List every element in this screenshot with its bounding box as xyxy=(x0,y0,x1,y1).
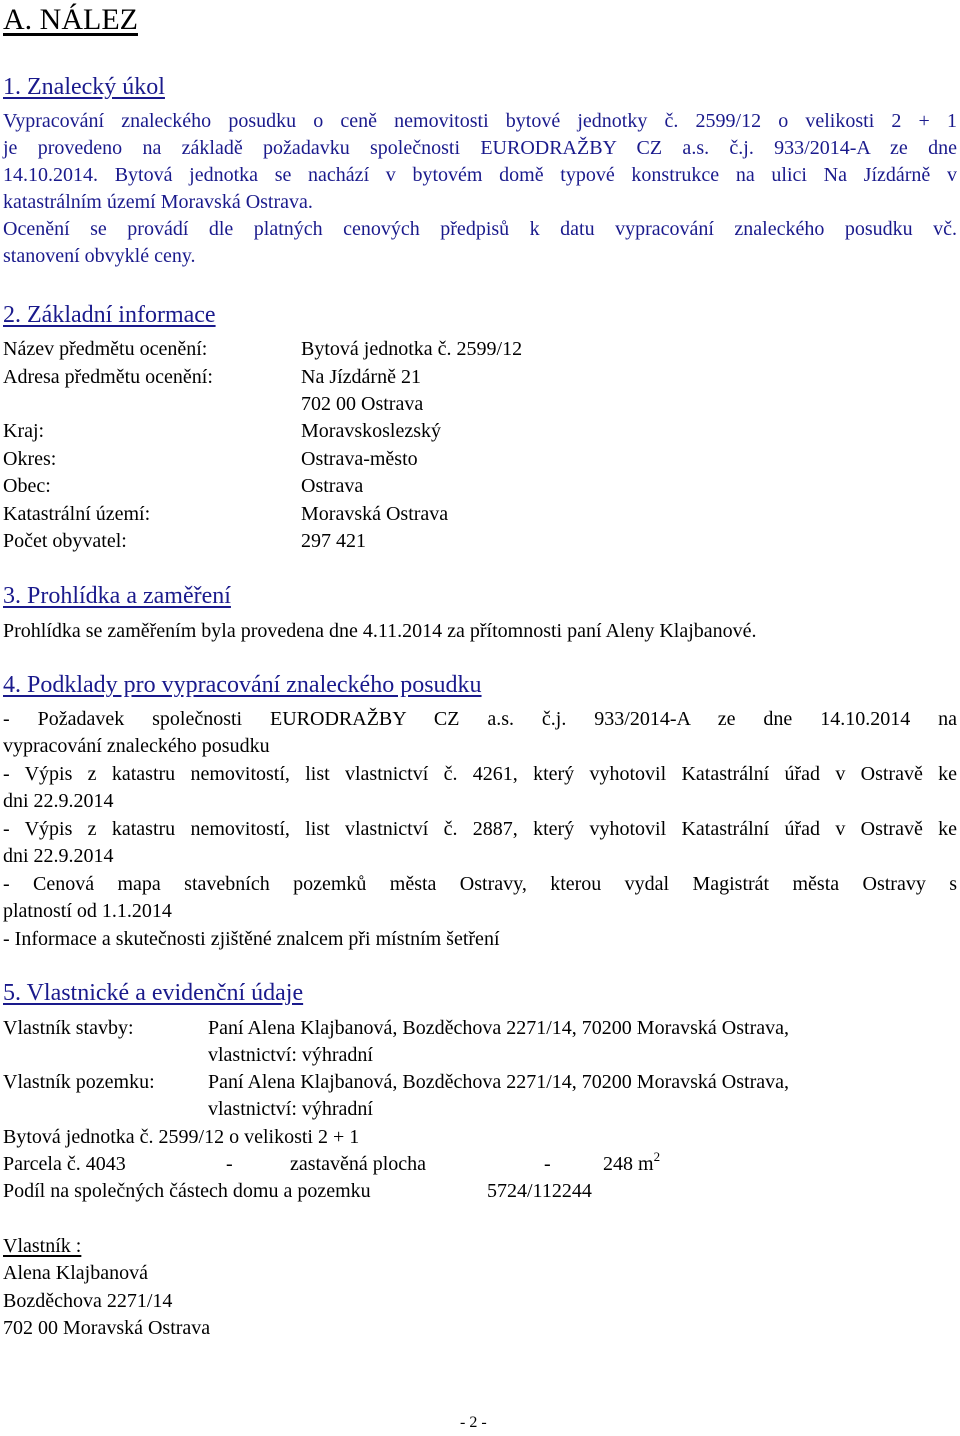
owner-land-value: vlastnictví: výhradní xyxy=(208,1098,373,1120)
section-1-line: Ocenění se provádí dle platných cenových předpisů k datu vypracování znaleckého posudku vč. xyxy=(3,218,957,240)
section-2-title: 2. Základní informace xyxy=(3,302,216,328)
owner-line: 702 00 Moravská Ostrava xyxy=(3,1317,211,1339)
parcel-type: zastavěná plocha xyxy=(290,1153,427,1175)
section-3-text: Prohlídka se zaměřením byla provedena dne 4.11.2014 za přítomnosti paní Aleny Klajbanové. xyxy=(3,620,757,642)
source-item: platností od 1.1.2014 xyxy=(3,900,172,922)
info-value: Ostrava-město xyxy=(301,448,418,470)
info-value: Bytová jednotka č. 2599/12 xyxy=(301,338,523,360)
info-value: 297 421 xyxy=(301,530,366,552)
source-item: - Výpis z katastru nemovitostí, list vlastnictví č. 4261, který vyhotovil Katastrální úřad v Ostravě ke xyxy=(3,763,957,785)
share-label: Podíl na společných částech domu a pozemku xyxy=(3,1180,371,1202)
section-1-title: 1. Znalecký úkol xyxy=(3,74,165,100)
info-value: Moravská Ostrava xyxy=(301,503,449,525)
parcel-area xyxy=(603,1151,660,1178)
info-label: Název předmětu ocenění: xyxy=(3,338,208,360)
source-item: - Výpis z katastru nemovitostí, list vlastnictví č. 2887, který vyhotovil Katastrální úřad v Ostravě ke xyxy=(3,818,957,840)
page-number: - 2 - xyxy=(460,1414,487,1431)
info-value: Moravskoslezský xyxy=(301,420,441,442)
owner-building-value: vlastnictví: výhradní xyxy=(208,1044,373,1066)
section-1-line: katastrálním území Moravská Ostrava. xyxy=(3,191,313,213)
info-label: Katastrální území: xyxy=(3,503,151,525)
parcel-area-unit-sup: 2 xyxy=(653,1149,661,1164)
info-value: Ostrava xyxy=(301,475,364,497)
section-1-line: je provedeno na základě požadavku společnosti EURODRAŽBY CZ a.s. č.j. 933/2014-A ze dne xyxy=(3,137,957,159)
info-label: Obec: xyxy=(3,475,51,497)
info-value: Na Jízdárně 21 xyxy=(301,366,421,388)
info-label: Adresa předmětu ocenění: xyxy=(3,366,213,388)
info-label: Počet obyvatel: xyxy=(3,530,127,552)
info-value: 702 00 Ostrava xyxy=(301,393,424,415)
source-item: - Informace a skutečnosti zjištěné znalcem při místním šetření xyxy=(3,928,500,950)
section-5-title: 5. Vlastnické a evidenční údaje xyxy=(3,980,304,1006)
parcel-dash: - xyxy=(226,1153,233,1175)
parcel-label: Parcela č. 4043 xyxy=(3,1153,126,1175)
unit-line: Bytová jednotka č. 2599/12 o velikosti 2 + 1 xyxy=(3,1126,360,1148)
source-item: dni 22.9.2014 xyxy=(3,790,114,812)
owner-building-value: Paní Alena Klajbanová, Bozděchova 2271/14, 70200 Moravská Ostrava, xyxy=(208,1017,789,1039)
source-item: - Cenová mapa stavebních pozemků města Ostravy, kterou vydal Magistrát města Ostravy s xyxy=(3,873,957,895)
owner-land-label: Vlastník pozemku: xyxy=(3,1071,155,1093)
section-4-title: 4. Podklady pro vypracování znaleckého posudku xyxy=(3,672,482,698)
source-item: - Požadavek společnosti EURODRAŽBY CZ a.s. č.j. 933/2014-A ze dne 14.10.2014 na xyxy=(3,708,957,730)
owner-title: Vlastník : xyxy=(3,1235,82,1257)
parcel-area-value: 248 m xyxy=(603,1153,654,1175)
owner-building-label: Vlastník stavby: xyxy=(3,1017,134,1039)
source-item: dni 22.9.2014 xyxy=(3,845,114,867)
section-1-line: 14.10.2014. Bytová jednotka se nachází v bytovém domě typové konstrukce na ulici Na Jízdárně v xyxy=(3,164,957,186)
info-label: Kraj: xyxy=(3,420,45,442)
document-heading: A. NÁLEZ xyxy=(3,3,138,36)
share-value: 5724/112244 xyxy=(487,1180,592,1202)
section-3-title: 3. Prohlídka a zaměření xyxy=(3,583,231,609)
owner-line: Bozděchova 2271/14 xyxy=(3,1290,173,1312)
section-1-line: stanovení obvyklé ceny. xyxy=(3,245,196,267)
parcel-dash: - xyxy=(544,1153,551,1175)
info-label: Okres: xyxy=(3,448,57,470)
section-1-line: Vypracování znaleckého posudku o ceně nemovitosti bytové jednotky č. 2599/12 o velikosti 2 + 1 xyxy=(3,110,957,132)
owner-line: Alena Klajbanová xyxy=(3,1262,148,1284)
owner-land-value: Paní Alena Klajbanová, Bozděchova 2271/14, 70200 Moravská Ostrava, xyxy=(208,1071,789,1093)
source-item: vypracování znaleckého posudku xyxy=(3,735,270,757)
